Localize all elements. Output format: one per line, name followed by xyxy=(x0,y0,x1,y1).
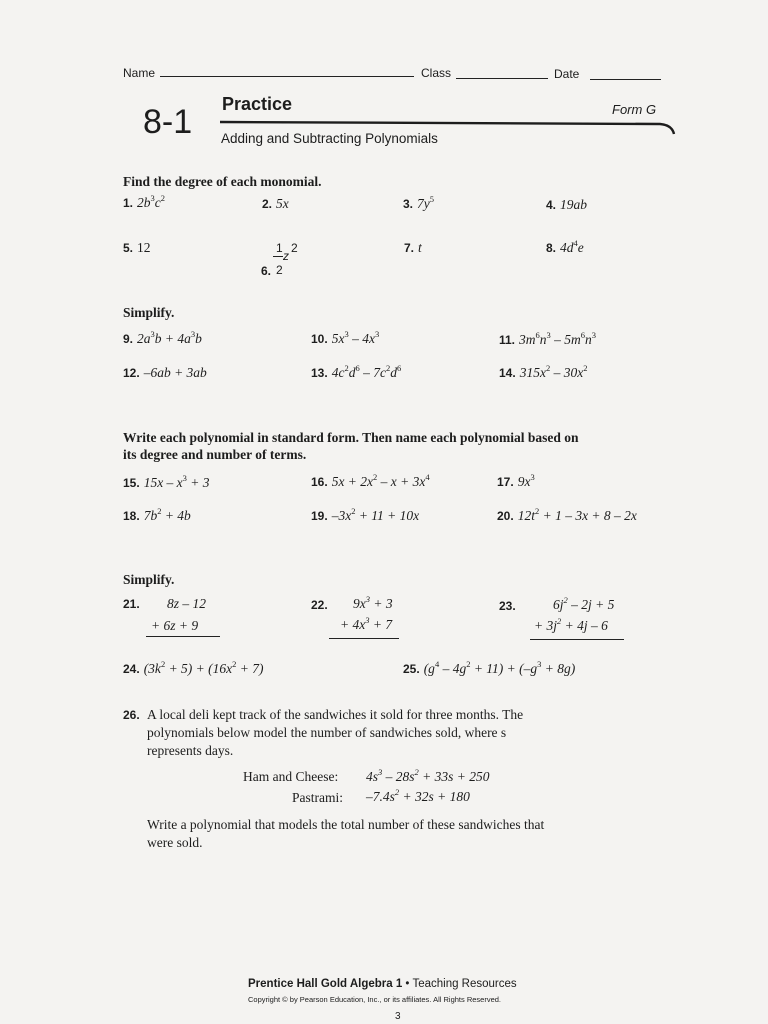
problem-20: 20. $12t^2 + 1 - 3x + 8 - 2x$ xyxy=(497,506,637,523)
page-subtitle: Adding and Subtracting Polynomials xyxy=(221,131,438,146)
problem-9: 9. $2a^3b + 4a^3b$ xyxy=(123,329,202,346)
class-field[interactable] xyxy=(456,78,548,79)
problem-16: 16. $5x + 2x^2 - x + 3x^4$ xyxy=(311,472,430,489)
name-label: Name xyxy=(123,66,156,80)
problem26-line2: polynomials below model the number of sandwiches sold, where s xyxy=(147,725,507,740)
ham-label: Ham and Cheese: xyxy=(243,769,339,784)
problem-7: 7. t xyxy=(404,240,422,255)
question-line2: were sold. xyxy=(147,835,203,850)
footer-copyright: Copyright © by Pearson Education, Inc., or its affiliates. All Rights Reserved. xyxy=(248,995,502,1004)
section2-instruction: Simplify. xyxy=(123,305,175,320)
section3-instruction-line2: its degree and number of terms. xyxy=(123,447,307,462)
problem26-line1: A local deli kept track of the sandwiches it sold for three months. The xyxy=(147,707,524,722)
fraction-bar xyxy=(273,256,283,257)
class-label: Class xyxy=(421,66,452,80)
problem-18: 18. $7b^2 + 4b$ xyxy=(123,506,191,523)
problem-17: 17. $9x^3$ xyxy=(497,472,535,489)
section4-instruction: Simplify. xyxy=(123,572,175,587)
section3-instruction-line1: Write each polynomial in standard form. Then name each polynomial based on xyxy=(123,430,579,445)
ham-polynomial: $4s^3 - 28s^2 + 33s + 250$ xyxy=(366,767,490,784)
page-number: 3 xyxy=(395,1011,401,1022)
problem-5: 5. 12 xyxy=(123,240,151,255)
problem-14: 14. $315x^2 - 30x^2$ xyxy=(499,363,588,380)
problem-8: 8. $4d^4e$ xyxy=(546,238,584,255)
sum-rule xyxy=(530,639,624,640)
fraction-numerator: 1 xyxy=(276,241,283,255)
problem26-line3: represents days. xyxy=(147,743,234,758)
problem-1: 1. $2b^3c^2$ xyxy=(123,193,166,210)
problem-2: 2. 5x xyxy=(262,196,289,211)
fraction-variable: z xyxy=(283,249,289,263)
problem-11: 11. $3m^6n^3 - 5m^6n^3$ xyxy=(499,330,597,347)
form-label: Form G xyxy=(612,102,657,117)
footer-title: Prentice Hall Gold Algebra 1 • Teaching Resources xyxy=(248,978,517,990)
date-field[interactable] xyxy=(590,79,661,80)
fraction-denominator: 2 xyxy=(276,263,283,277)
problem-10: 10. $5x^3 - 4x^3$ xyxy=(311,329,380,346)
problem-4: 4. 19ab xyxy=(546,197,588,212)
page-title: Practice xyxy=(222,94,293,114)
problem-19: 19. $-3x^2 + 11 + 10x$ xyxy=(311,506,420,523)
date-label: Date xyxy=(554,67,580,81)
problem-25: 25. $(g^4 - 4g^2 + 11) + (-g^3 + 8g)$ xyxy=(403,659,576,676)
problem-3: 3. $7y^5$ xyxy=(403,194,435,211)
problem-12: 12. –6ab + 3ab xyxy=(123,365,207,380)
name-field[interactable] xyxy=(160,76,414,77)
sum-rule xyxy=(146,636,220,637)
question-line1: Write a polynomial that models the total number of these sandwiches that xyxy=(147,817,545,832)
problem-24: 24. $(3k^2 + 5) + (16x^2 + 7)$ xyxy=(123,659,264,676)
fraction-exponent: 2 xyxy=(291,241,298,255)
section1-instruction: Find the degree of each monomial. xyxy=(123,174,322,189)
lesson-number: 8-1 xyxy=(143,103,193,141)
problem-15: 15. $15x - x^3 + 3$ xyxy=(123,473,210,490)
sum-rule xyxy=(329,638,399,639)
pastrami-polynomial: $-7.4s^2 + 32s + 180$ xyxy=(366,787,470,804)
problem-13: 13. $4c^2d^6 - 7c^2d^6$ xyxy=(311,363,402,380)
pastrami-label: Pastrami: xyxy=(292,790,343,805)
